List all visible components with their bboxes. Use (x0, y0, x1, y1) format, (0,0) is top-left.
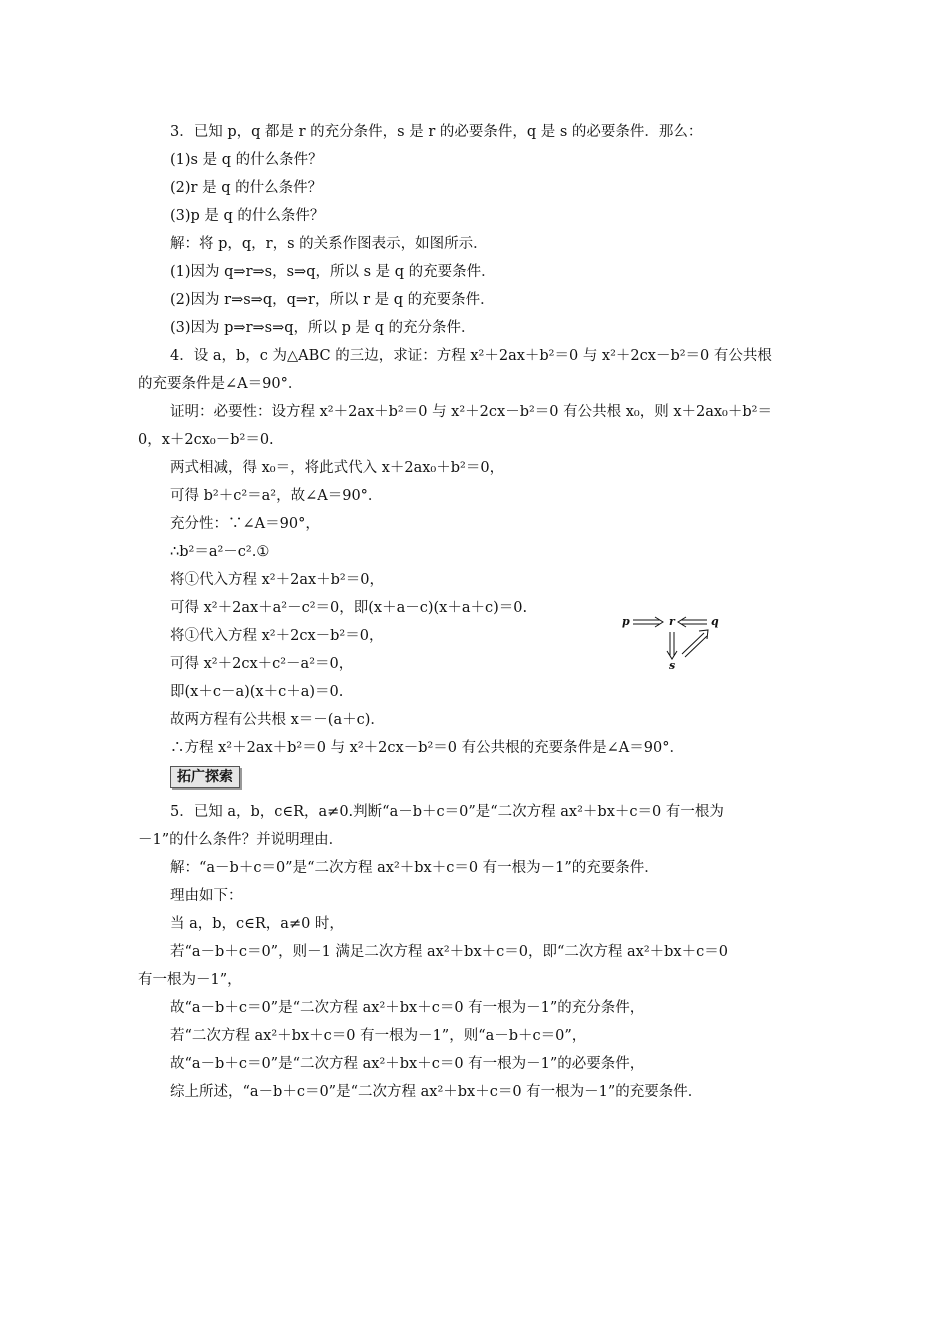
section-tag: 拓广探索 (170, 766, 240, 788)
text-line: 综上所述，“a－b＋c＝0”是“二次方程 ax²＋bx＋c＝0 有一根为－1”的充要条件． (170, 1084, 703, 1100)
text-line: 若“a－b＋c＝0”，则－1 满足二次方程 ax²＋bx＋c＝0，即“二次方程 ax²＋bx＋c＝0 (170, 944, 728, 960)
text-line: 解：“a－b＋c＝0”是“二次方程 ax²＋bx＋c＝0 有一根为－1”的充要条件． (170, 860, 659, 876)
diagram-arrows (618, 608, 728, 678)
text-line: 4．设 a，b，c 为△ABC 的三边，求证：方程 x²＋2ax＋b²＝0 与 x²＋2cx－b²＝0 有公共根 (170, 348, 772, 364)
text-line: 有一根为－1”， (138, 972, 242, 988)
text-line: 若“二次方程 ax²＋bx＋c＝0 有一根为－1”，则“a－b＋c＝0”， (170, 1028, 587, 1044)
text-line: (3)p 是 q 的什么条件？ (170, 208, 325, 224)
text-line: 故“a－b＋c＝0”是“二次方程 ax²＋bx＋c＝0 有一根为－1”的充分条件， (170, 1000, 645, 1016)
text-line: (2)r 是 q 的什么条件？ (170, 180, 323, 196)
node-r: r (669, 615, 675, 628)
arrow-p-to-r (633, 617, 663, 627)
text-line: 即(x＋c－a)(x＋c＋a)＝0. (170, 684, 344, 700)
relation-diagram (618, 608, 728, 678)
text-line: 3．已知 p，q 都是 r 的充分条件，s 是 r 的必要条件，q 是 s 的必要条件．那么： (170, 124, 703, 140)
text-line: 的充要条件是∠A＝90°． (138, 376, 303, 392)
text-line: ∴方程 x²＋2ax＋b²＝0 与 x²＋2cx－b²＝0 有公共根的充要条件是∠A＝90°． (170, 740, 684, 756)
text-line: 故两方程有公共根 x＝－(a＋c)． (170, 712, 385, 728)
text-line: ∴b²＝a²－c².① (170, 544, 270, 560)
text-line: (3)因为 p⇒r⇒s⇒q，所以 p 是 q 的充分条件． (170, 320, 476, 336)
text-line: 充分性：∵∠A＝90°， (170, 516, 320, 532)
text-line: 5．已知 a，b，c∈R，a≠0.判断“a－b＋c＝0”是“二次方程 ax²＋bx＋c＝0 有一根为 (170, 804, 724, 820)
node-p: p (622, 615, 630, 628)
arrow-r-to-s (667, 632, 677, 659)
text-line: 可得 b²＋c²＝a²，故∠A＝90°． (170, 488, 383, 504)
node-s: s (669, 659, 676, 672)
text-line: －1”的什么条件？并说明理由． (138, 832, 344, 848)
text-line: 可得 x²＋2ax＋a²－c²＝0，即(x＋a－c)(x＋a＋c)＝0. (170, 600, 528, 616)
text-line: (1)s 是 q 的什么条件？ (170, 152, 323, 168)
text-line: 证明：必要性：设方程 x²＋2ax＋b²＝0 与 x²＋2cx－b²＝0 有公共根 x₀，则 x＋2ax₀＋b²＝ (170, 404, 772, 420)
text-line: 可得 x²＋2cx＋c²－a²＝0， (170, 656, 354, 672)
arrow-s-to-q (682, 630, 708, 657)
node-q: q (711, 615, 719, 628)
text-line: 0，x＋2cx₀－b²＝0. (138, 432, 274, 448)
text-line: 将①代入方程 x²＋2ax＋b²＝0， (170, 572, 384, 588)
text-line: (1)因为 q⇒r⇒s，s⇒q，所以 s 是 q 的充要条件． (170, 264, 496, 280)
text-line: 当 a，b，c∈R，a≠0 时， (170, 916, 344, 932)
text-line: 理由如下： (170, 888, 243, 904)
arrow-q-to-r (678, 617, 707, 627)
text-line: 将①代入方程 x²＋2cx－b²＝0， (170, 628, 384, 644)
text-line: (2)因为 r⇒s⇒q，q⇒r，所以 r 是 q 的充要条件． (170, 292, 495, 308)
text-line: 两式相减，得 x₀＝，将此式代入 x＋2ax₀＋b²＝0， (170, 460, 505, 476)
text-line: 解：将 p，q，r，s 的关系作图表示，如图所示． (170, 236, 488, 252)
text-line: 故“a－b＋c＝0”是“二次方程 ax²＋bx＋c＝0 有一根为－1”的必要条件， (170, 1056, 645, 1072)
